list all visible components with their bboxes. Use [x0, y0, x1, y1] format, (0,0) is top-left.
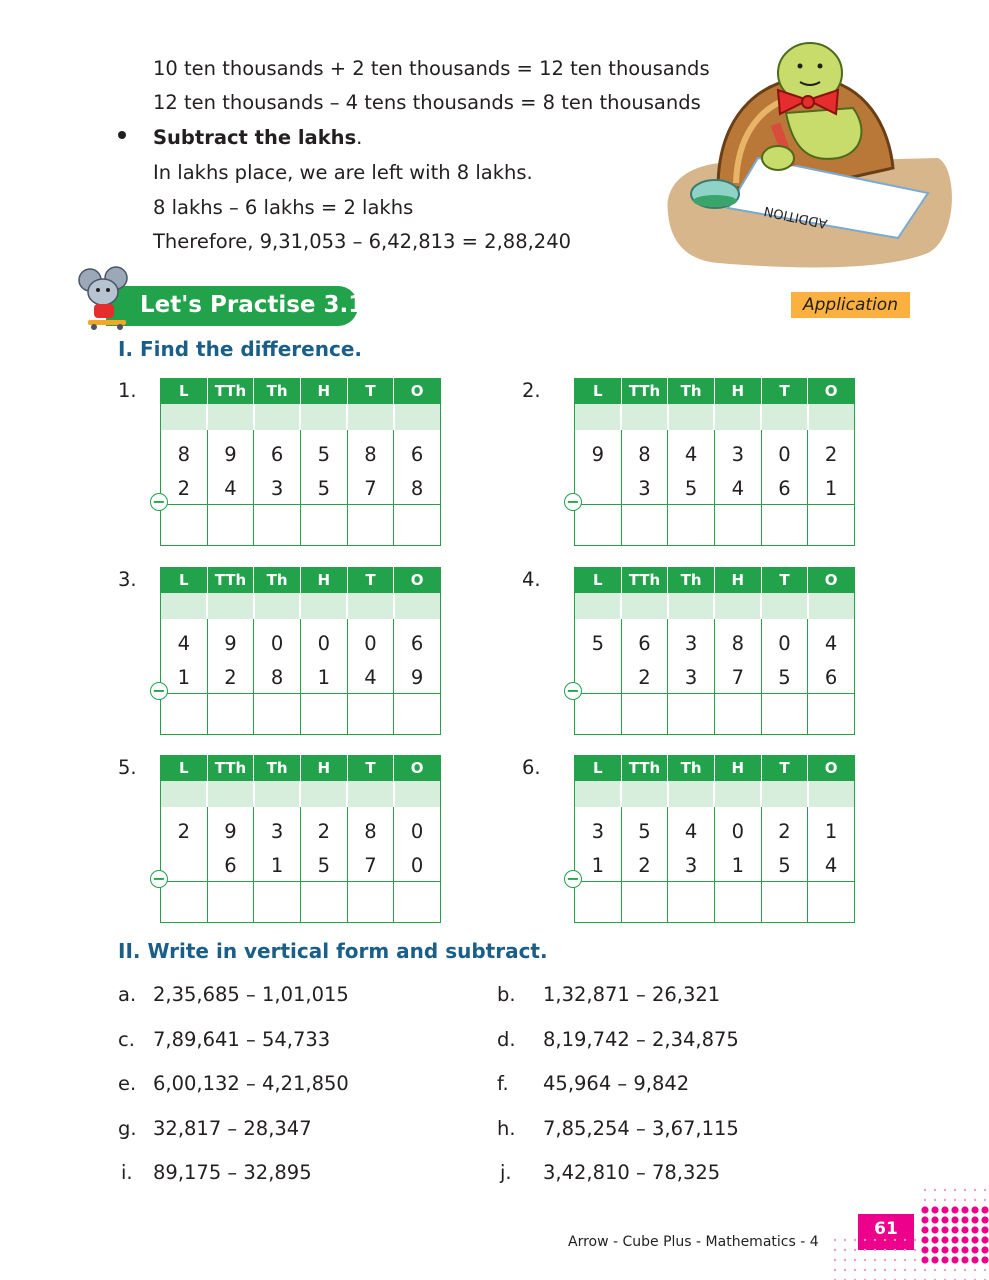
exercise-letter: a.: [118, 983, 137, 1006]
exercise-letter: f.: [497, 1072, 509, 1095]
answer-cell[interactable]: [668, 505, 715, 546]
problem-number: 2.: [522, 379, 541, 402]
intro-line-5: Therefore, 9,31,053 – 6,42,813 = 2,88,240: [153, 230, 572, 253]
minus-sign-icon: −: [150, 870, 168, 888]
band-cell: [761, 404, 808, 430]
bullet-heading-period: .: [356, 126, 363, 149]
column-header: L: [161, 378, 208, 404]
band-cell: [300, 781, 347, 807]
answer-row: [161, 505, 441, 546]
answer-cell[interactable]: [808, 505, 855, 546]
digit-cell: 6: [621, 619, 668, 661]
digit-cell: 3: [714, 430, 761, 472]
exercise-expression: 6,00,132 – 4,21,850: [153, 1072, 349, 1095]
digit-cell: 2: [161, 807, 208, 849]
answer-cell[interactable]: [254, 882, 301, 923]
header-row: [575, 378, 855, 404]
band-cell: [254, 404, 301, 430]
digit-cell: 0: [347, 619, 394, 661]
digit-cell: 3: [668, 849, 715, 882]
answer-cell[interactable]: [808, 882, 855, 923]
problem-number: 1.: [118, 379, 137, 402]
answer-cell[interactable]: [394, 694, 441, 735]
minuend-row: [575, 430, 855, 472]
digit-cell: 3: [668, 661, 715, 694]
exercise-expression: 32,817 – 28,347: [153, 1117, 312, 1140]
answer-cell[interactable]: [161, 505, 208, 546]
band-row: [575, 781, 855, 807]
minus-sign-icon: −: [150, 493, 168, 511]
exercise-letter: j.: [500, 1161, 512, 1184]
column-header: H: [714, 378, 761, 404]
digit-cell: 6: [808, 661, 855, 694]
turtle-illustration: [658, 38, 958, 278]
digit-cell: 7: [347, 849, 394, 882]
column-header: T: [347, 755, 394, 781]
digit-cell: 1: [808, 807, 855, 849]
column-header: O: [808, 755, 855, 781]
band-cell: [347, 781, 394, 807]
digit-cell: 2: [808, 430, 855, 472]
band-cell: [394, 593, 441, 619]
band-cell: [300, 404, 347, 430]
column-header: TTh: [621, 378, 668, 404]
digit-cell: 5: [668, 472, 715, 505]
answer-row: [161, 882, 441, 923]
bullet-heading: [153, 128, 362, 148]
column-header: TTh: [207, 755, 254, 781]
digit-cell: 1: [161, 661, 208, 694]
place-value-table: [160, 378, 441, 546]
column-header: L: [161, 567, 208, 593]
digit-cell: 3: [575, 807, 622, 849]
answer-cell[interactable]: [668, 882, 715, 923]
minuend-row: [161, 430, 441, 472]
digit-cell: 3: [621, 472, 668, 505]
header-row: [575, 755, 855, 781]
digit-cell: 5: [575, 619, 622, 661]
band-cell: [621, 404, 668, 430]
digit-cell: 8: [714, 619, 761, 661]
answer-cell[interactable]: [161, 694, 208, 735]
answer-row: [575, 694, 855, 735]
digit-cell: 0: [394, 807, 441, 849]
column-header: H: [300, 755, 347, 781]
column-header: T: [761, 378, 808, 404]
band-cell: [621, 781, 668, 807]
digit-cell: 8: [161, 430, 208, 472]
mouse-mascot-icon: [76, 266, 136, 332]
digit-cell: 5: [300, 472, 347, 505]
answer-cell[interactable]: [714, 882, 761, 923]
digit-cell: 4: [808, 849, 855, 882]
digit-cell: 5: [621, 807, 668, 849]
digit-cell: 1: [714, 849, 761, 882]
paper-text: ADDITION: [762, 202, 829, 231]
place-value-table: [160, 567, 441, 735]
digit-cell: 0: [394, 849, 441, 882]
band-cell: [207, 593, 254, 619]
band-row: [575, 593, 855, 619]
band-cell: [575, 404, 622, 430]
exercise-letter: c.: [118, 1028, 135, 1051]
digit-cell: 3: [254, 807, 301, 849]
band-cell: [300, 593, 347, 619]
column-header: L: [575, 378, 622, 404]
column-header: Th: [254, 567, 301, 593]
digit-cell: 0: [254, 619, 301, 661]
digit-cell: 0: [761, 619, 808, 661]
answer-cell[interactable]: [394, 505, 441, 546]
answer-cell[interactable]: [575, 694, 622, 735]
subtrahend-row: [161, 849, 441, 882]
subtrahend-row: [575, 849, 855, 882]
column-header: L: [161, 755, 208, 781]
digit-cell: 3: [668, 619, 715, 661]
digit-cell: 4: [668, 807, 715, 849]
digit-cell: 9: [207, 807, 254, 849]
digit-cell: 2: [621, 849, 668, 882]
exercise-letter: d.: [497, 1028, 516, 1051]
part2-heading: II. Write in vertical form and subtract.: [118, 939, 548, 963]
answer-cell[interactable]: [714, 505, 761, 546]
answer-cell[interactable]: [347, 505, 394, 546]
digit-cell: 3: [254, 472, 301, 505]
place-value-table: [160, 755, 441, 923]
digit-cell: 4: [808, 619, 855, 661]
column-header: Th: [254, 378, 301, 404]
exercise-letter: b.: [497, 983, 516, 1006]
band-row: [161, 593, 441, 619]
band-cell: [575, 781, 622, 807]
answer-cell[interactable]: [668, 694, 715, 735]
digit-cell: 2: [300, 807, 347, 849]
answer-cell[interactable]: [207, 882, 254, 923]
column-header: O: [394, 755, 441, 781]
band-row: [161, 781, 441, 807]
exercise-expression: 3,42,810 – 78,325: [543, 1161, 721, 1184]
digit-cell: 4: [347, 661, 394, 694]
answer-cell[interactable]: [575, 882, 622, 923]
column-header: TTh: [621, 567, 668, 593]
digit-cell: 8: [621, 430, 668, 472]
digit-cell: 1: [808, 472, 855, 505]
answer-cell[interactable]: [761, 882, 808, 923]
digit-cell: 4: [668, 430, 715, 472]
digit-cell: 6: [254, 430, 301, 472]
exercise-letter: h.: [497, 1117, 516, 1140]
answer-cell[interactable]: [347, 882, 394, 923]
digit-cell: 9: [207, 619, 254, 661]
exercise-expression: 8,19,742 – 2,34,875: [543, 1028, 739, 1051]
minuend-row: [161, 807, 441, 849]
intro-line-4: 8 lakhs – 6 lakhs = 2 lakhs: [153, 196, 414, 219]
answer-cell[interactable]: [161, 882, 208, 923]
minus-sign-icon: −: [564, 870, 582, 888]
column-header: TTh: [621, 755, 668, 781]
digit-cell: 1: [300, 661, 347, 694]
subtrahend-row: [161, 472, 441, 505]
answer-cell[interactable]: [761, 505, 808, 546]
band-cell: [575, 593, 622, 619]
digit-cell: 7: [714, 661, 761, 694]
answer-cell[interactable]: [808, 694, 855, 735]
digit-cell: 8: [394, 472, 441, 505]
footer-book-title: Arrow - Cube Plus - Mathematics - 4: [568, 1234, 819, 1250]
header-row: [161, 567, 441, 593]
subtrahend-row: [575, 472, 855, 505]
digit-cell: 8: [254, 661, 301, 694]
column-header: O: [394, 567, 441, 593]
problem-number: 5.: [118, 756, 137, 779]
exercise-letter: i.: [121, 1161, 133, 1184]
answer-cell[interactable]: [207, 694, 254, 735]
digit-cell: 5: [761, 849, 808, 882]
digit-cell: 9: [394, 661, 441, 694]
column-header: T: [761, 567, 808, 593]
answer-row: [575, 505, 855, 546]
answer-cell[interactable]: [254, 505, 301, 546]
band-cell: [161, 781, 208, 807]
band-cell: [761, 781, 808, 807]
digit-cell: 1: [575, 849, 622, 882]
digit-cell: 1: [254, 849, 301, 882]
digit-cell: 4: [207, 472, 254, 505]
band-cell: [808, 593, 855, 619]
column-header: H: [300, 378, 347, 404]
exercise-letter: g.: [118, 1117, 137, 1140]
page-number: 61: [858, 1214, 914, 1250]
digit-cell: 4: [714, 472, 761, 505]
digit-cell: 5: [300, 430, 347, 472]
column-header: O: [808, 378, 855, 404]
application-tag: Application: [791, 292, 910, 318]
problem-number: 3.: [118, 568, 137, 591]
answer-cell[interactable]: [394, 882, 441, 923]
band-cell: [808, 781, 855, 807]
exercise-expression: 2,35,685 – 1,01,015: [153, 983, 349, 1006]
band-cell: [714, 593, 761, 619]
answer-cell[interactable]: [761, 694, 808, 735]
minus-sign-icon: −: [564, 493, 582, 511]
place-value-table: [574, 567, 855, 735]
band-cell: [621, 593, 668, 619]
exercise-letter: e.: [118, 1072, 137, 1095]
digit-cell: 2: [621, 661, 668, 694]
minus-sign-icon: −: [150, 682, 168, 700]
band-cell: [161, 404, 208, 430]
bullet-heading-text: Subtract the lakhs: [153, 126, 357, 149]
exercise-expression: 89,175 – 32,895: [153, 1161, 312, 1184]
header-row: [575, 567, 855, 593]
part1-heading: I. Find the difference.: [118, 337, 362, 361]
digit-cell: 6: [761, 472, 808, 505]
digit-cell: 2: [761, 807, 808, 849]
answer-cell[interactable]: [575, 505, 622, 546]
problem-number: 6.: [522, 756, 541, 779]
digit-cell: 8: [347, 430, 394, 472]
band-cell: [254, 593, 301, 619]
intro-line-2: 12 ten thousands – 4 tens thousands = 8 ten thousands: [153, 91, 701, 114]
band-row: [161, 404, 441, 430]
column-header: H: [714, 567, 761, 593]
column-header: O: [808, 567, 855, 593]
band-cell: [761, 593, 808, 619]
practise-title: Let's Practise 3.11: [140, 292, 381, 318]
digit-cell: 5: [761, 661, 808, 694]
band-cell: [394, 781, 441, 807]
column-header: O: [394, 378, 441, 404]
answer-row: [575, 882, 855, 923]
column-header: TTh: [207, 567, 254, 593]
problem-number: 4.: [522, 568, 541, 591]
band-cell: [714, 781, 761, 807]
band-cell: [254, 781, 301, 807]
answer-cell[interactable]: [714, 694, 761, 735]
answer-row: [161, 694, 441, 735]
minuend-row: [575, 619, 855, 661]
band-cell: [808, 404, 855, 430]
column-header: Th: [254, 755, 301, 781]
band-cell: [668, 781, 715, 807]
minus-sign-icon: −: [564, 682, 582, 700]
answer-cell[interactable]: [621, 882, 668, 923]
band-cell: [207, 781, 254, 807]
column-header: T: [347, 567, 394, 593]
answer-cell[interactable]: [621, 694, 668, 735]
column-header: Th: [668, 378, 715, 404]
header-row: [161, 755, 441, 781]
digit-cell: 9: [575, 430, 622, 472]
bullet-dot: [118, 131, 126, 139]
intro-line-3: In lakhs place, we are left with 8 lakhs.: [153, 161, 533, 184]
place-value-table: [574, 755, 855, 923]
answer-cell[interactable]: [621, 505, 668, 546]
band-cell: [714, 404, 761, 430]
digit-cell: 9: [207, 430, 254, 472]
exercise-expression: 7,89,641 – 54,733: [153, 1028, 331, 1051]
digit-cell: 2: [161, 472, 208, 505]
exercise-expression: 45,964 – 9,842: [543, 1072, 690, 1095]
band-cell: [161, 593, 208, 619]
answer-cell[interactable]: [300, 694, 347, 735]
minuend-row: [161, 619, 441, 661]
band-row: [575, 404, 855, 430]
digit-cell: 6: [207, 849, 254, 882]
digit-cell: 0: [300, 619, 347, 661]
band-cell: [668, 593, 715, 619]
exercise-expression: 1,32,871 – 26,321: [543, 983, 721, 1006]
answer-cell[interactable]: [300, 882, 347, 923]
digit-cell: 0: [714, 807, 761, 849]
column-header: Th: [668, 567, 715, 593]
digit-cell: 7: [347, 472, 394, 505]
column-header: L: [575, 755, 622, 781]
digit-cell: 6: [394, 430, 441, 472]
column-header: H: [714, 755, 761, 781]
subtrahend-row: [161, 661, 441, 694]
answer-cell[interactable]: [207, 505, 254, 546]
digit-cell: 2: [207, 661, 254, 694]
intro-line-1: 10 ten thousands + 2 ten thousands = 12 ten thousands: [153, 57, 710, 80]
column-header: H: [300, 567, 347, 593]
column-header: Th: [668, 755, 715, 781]
answer-cell[interactable]: [300, 505, 347, 546]
band-cell: [394, 404, 441, 430]
digit-cell: 6: [394, 619, 441, 661]
digit-cell: 8: [347, 807, 394, 849]
header-row: [161, 378, 441, 404]
column-header: T: [761, 755, 808, 781]
column-header: L: [575, 567, 622, 593]
digit-cell: 0: [761, 430, 808, 472]
digit-cell: 4: [161, 619, 208, 661]
minuend-row: [575, 807, 855, 849]
exercise-expression: 7,85,254 – 3,67,115: [543, 1117, 739, 1140]
band-cell: [668, 404, 715, 430]
digit-cell: 5: [300, 849, 347, 882]
place-value-table: [574, 378, 855, 546]
band-cell: [207, 404, 254, 430]
answer-cell[interactable]: [347, 694, 394, 735]
band-cell: [347, 593, 394, 619]
band-cell: [347, 404, 394, 430]
column-header: TTh: [207, 378, 254, 404]
answer-cell[interactable]: [254, 694, 301, 735]
dot-pattern-decoration: [830, 1185, 989, 1280]
subtrahend-row: [575, 661, 855, 694]
column-header: T: [347, 378, 394, 404]
